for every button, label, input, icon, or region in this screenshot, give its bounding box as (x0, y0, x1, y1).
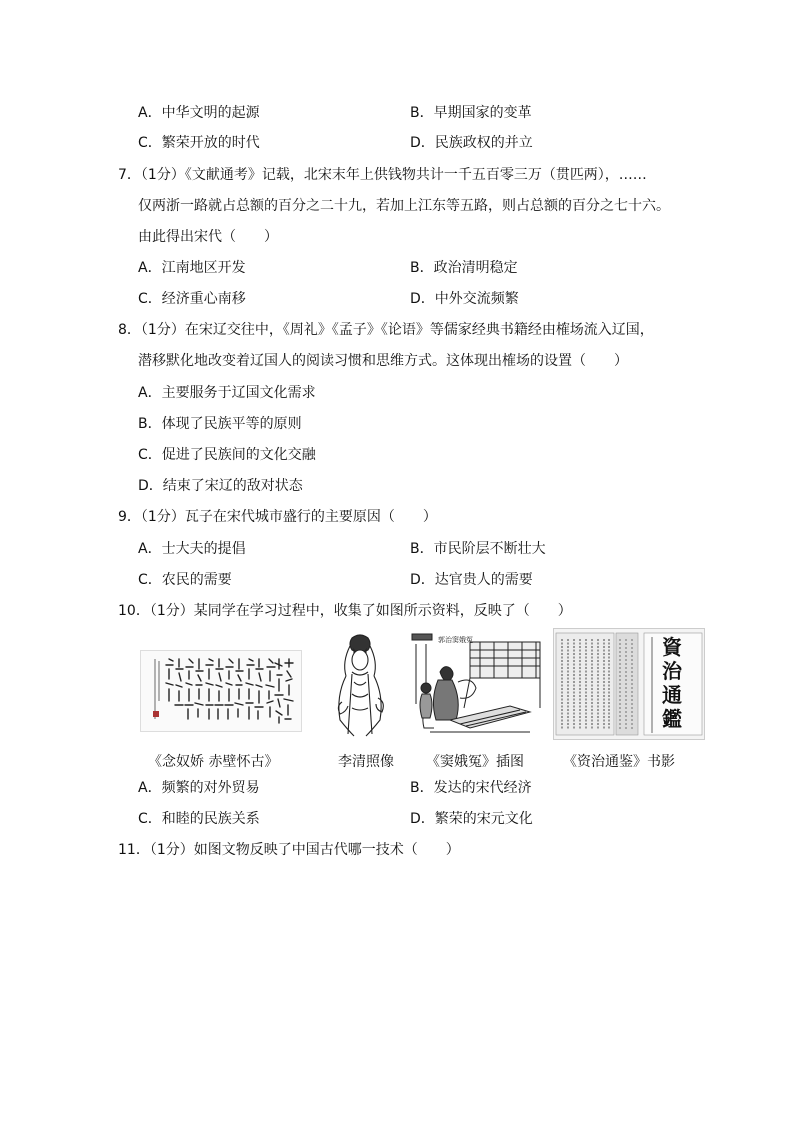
q9-option-a: A．士大夫的提倡 (138, 541, 246, 557)
q9-stem: 9．（1分）瓦子在宋代城市盛行的主要原因（ ） (118, 509, 437, 525)
calligraphy-image (140, 650, 302, 732)
q6-option-b: B．早期国家的变革 (410, 105, 532, 121)
q10-option-a: A．频繁的对外贸易 (138, 780, 260, 796)
q7-stem-line1: 7．（1分）《文献通考》记载，北宋末年上供钱物共计一千五百零三万（贯匹两），…… (118, 167, 647, 183)
q9-option-d: D．达官贵人的需要 (410, 572, 533, 588)
q7-option-c: C．经济重心南移 (138, 291, 246, 307)
q8-stem-line1: 8．（1分）在宋辽交往中，《周礼》《孟子》《论语》等儒家经典书籍经由榷场流入辽国， (118, 322, 654, 338)
q8-option-a: A．主要服务于辽国文化需求 (138, 385, 316, 401)
q9-option-c: C．农民的需要 (138, 572, 232, 588)
caption-portrait: 李清照像 (338, 754, 394, 770)
q10-stem: 10．（1分）某同学在学习过程中，收集了如图所示资料，反映了（ ） (118, 603, 572, 619)
q11-stem: 11．（1分）如图文物反映了中国古代哪一技术（ ） (118, 842, 460, 858)
svg-text:郭治窦娥冤: 郭治窦娥冤 (438, 636, 473, 644)
q6-option-a: A．中华文明的起源 (138, 105, 260, 121)
q7-option-a: A．江南地区开发 (138, 260, 246, 276)
book-title-text: 資治通鑑 (662, 635, 682, 731)
q7-stem-line3: 由此得出宋代（ ） (138, 229, 278, 245)
q7-stem-line2: 仅两浙一路就占总额的百分之二十九，若加上江东等五路，则占总额的百分之七十六。 (138, 198, 670, 214)
q10-option-c: C．和睦的民族关系 (138, 811, 260, 827)
q7-option-b: B．政治清明稳定 (410, 260, 518, 276)
zizhi-tongjian-book-image (553, 628, 705, 740)
dou-e-illustration-image (410, 632, 542, 744)
caption-book: 《资治通鉴》书影 (563, 754, 675, 770)
q6-option-d: D．民族政权的并立 (410, 135, 533, 151)
q7-option-d: D．中外交流频繁 (410, 291, 519, 307)
q9-option-b: B．市民阶层不断壮大 (410, 541, 546, 557)
q10-option-b: B．发达的宋代经济 (410, 780, 532, 796)
q10-option-d: D．繁荣的宋元文化 (410, 811, 533, 827)
q6-option-c: C．繁荣开放的时代 (138, 135, 260, 151)
q8-option-c: C．促进了民族间的文化交融 (138, 447, 316, 463)
q8-option-d: D．结束了宋辽的敌对状态 (138, 478, 303, 494)
q8-option-b: B．体现了民族平等的原则 (138, 416, 302, 432)
caption-illustration: 《窦娥冤》插图 (426, 754, 524, 770)
li-qingzhao-portrait-image (322, 632, 398, 742)
caption-calligraphy: 《念奴娇 赤壁怀古》 (148, 754, 279, 770)
q8-stem-line2: 潜移默化地改变着辽国人的阅读习惯和思维方式。这体现出榷场的设置（ ） (138, 353, 628, 369)
